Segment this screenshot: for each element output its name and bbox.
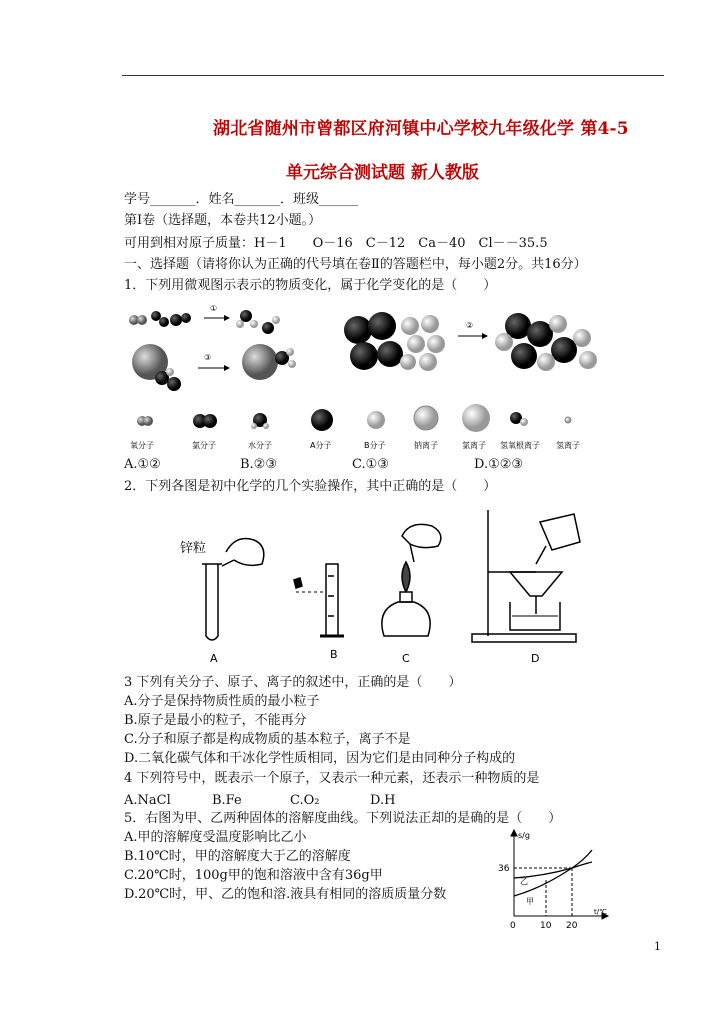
doc-title-line2: 单元综合测试题 新人教版 [286, 163, 479, 183]
curve-label-jia: 甲 [526, 897, 534, 906]
process-1-arrow [204, 315, 230, 321]
process-2-products [495, 313, 597, 371]
q5-option-b: B.10℃时，甲的溶解度大于乙的溶解度 [124, 849, 351, 864]
q3-option-a: A.分子是保持物质性质的最小粒子 [124, 694, 320, 709]
q3-option-b: B.原子是最小的粒子，不能再分 [124, 713, 307, 728]
q4-option-c: C.O₂ [290, 793, 320, 808]
q4-option-a: A.NaCl [124, 793, 171, 808]
q1-option-d: D.①②③ [474, 457, 524, 472]
x-tick-20: 20 [566, 921, 578, 931]
process-1-reactants [129, 311, 191, 327]
process-2-reactants [344, 312, 445, 371]
curve-yi [514, 862, 592, 878]
q5-option-a: A.甲的溶解度受温度影响比乙小 [124, 830, 307, 845]
atomic-masses: 可用到相对原子质量：H－1 O－16 C－12 Ca－40 Cl－－35.5 [124, 236, 548, 251]
legend-label: 氢氧根离子 [500, 441, 540, 450]
q3-option-c: C.分子和原子都是构成物质的基本粒子，离子不是 [124, 732, 411, 747]
q2-lab-figure [176, 506, 596, 666]
curve-label-yi: 乙 [520, 877, 528, 886]
legend-label: 氯分子 [192, 441, 216, 450]
process-3-arrow [198, 365, 230, 371]
q1-option-a: A.①② [124, 457, 161, 472]
process-1-label: ① [210, 304, 218, 313]
q4-option-d: D.H [370, 793, 396, 808]
zinc-label: 锌粒 [180, 541, 207, 556]
figure-c-alcohol-lamp [382, 524, 441, 636]
legend-label: A分子 [310, 441, 332, 450]
process-3-label: ③ [204, 353, 212, 362]
legend-label: 氯离子 [462, 441, 486, 450]
figure-label-b: B [330, 648, 338, 661]
q5-stem: 5．右图为甲、乙两种固体的溶解度曲线。下列说法正却的是确的是（ ） [124, 811, 562, 826]
legend-icons [137, 404, 571, 432]
q2-stem: 2．下列各图是初中化学的几个实验操作，其中正确的是（ ） [124, 479, 497, 494]
page-number: 1 [654, 940, 661, 953]
volume-info: 第Ⅰ卷（选择题，本卷共12小题。） [124, 213, 322, 228]
q1-option-b: B.②③ [240, 457, 277, 472]
legend-label: B分子 [364, 441, 386, 450]
figure-b-cylinder [294, 564, 344, 636]
figure-label-c: C [402, 652, 410, 665]
figure-label-a: A [210, 652, 218, 665]
doc-title-line1: 湖北省随州市曾都区府河镇中心学校九年级化学 第4-5 [213, 119, 629, 139]
legend-label: 水分子 [248, 441, 272, 450]
y-tick-36: 36 [498, 864, 510, 874]
q3-stem: 3 下列有关分子、原子、离子的叙述中，正确的是（ ） [124, 675, 462, 690]
q1-stem: 1．下列用微观图示表示的物质变化，属于化学变化的是（ ） [124, 278, 497, 293]
figure-d-filtration [472, 510, 580, 642]
solubility-graph [492, 828, 622, 934]
legend-label: 氧分子 [130, 441, 154, 450]
q4-option-b: B.Fe [212, 793, 242, 808]
x-tick-10: 10 [540, 921, 552, 931]
x-axis-label: t/℃ [594, 908, 607, 916]
figure-label-d: D [531, 652, 540, 665]
process-3-reactants [132, 344, 181, 391]
q5-option-c: C.20℃时，100g甲的饱和溶液中含有36g甲 [124, 868, 383, 883]
process-3-products [242, 344, 296, 380]
process-2-arrow [458, 333, 488, 339]
process-1-products [236, 310, 280, 334]
q3-option-d: D.二氧化碳气体和干冰化学性质相同，因为它们是由同种分子构成的 [124, 751, 516, 766]
legend-label: 钠离子 [414, 441, 438, 450]
x-tick-0: 0 [510, 921, 516, 931]
y-axis-arrow [511, 830, 517, 836]
process-2-label: ② [466, 321, 474, 330]
q1-option-c: C.①③ [352, 457, 389, 472]
figure-a-test-tube [202, 539, 264, 641]
y-axis-label: s/g [518, 831, 530, 840]
q4-stem: 4 下列符号中，既表示一个原子，又表示一种元素，还表示一种物质的是 [124, 771, 540, 786]
section-title: 一、选择题（请将你认为正确的代号填在卷Ⅱ的答题栏中，每小题2分。共16分） [124, 257, 587, 272]
legend-label: 氢离子 [556, 441, 580, 450]
q1-particle-diagram [120, 298, 620, 458]
student-info: 学号_______．姓名_______．班级______ [124, 192, 359, 207]
q5-option-d: D.20℃时，甲、乙的饱和溶.液具有相同的溶质质量分数 [124, 887, 447, 902]
header-rule [122, 75, 664, 76]
